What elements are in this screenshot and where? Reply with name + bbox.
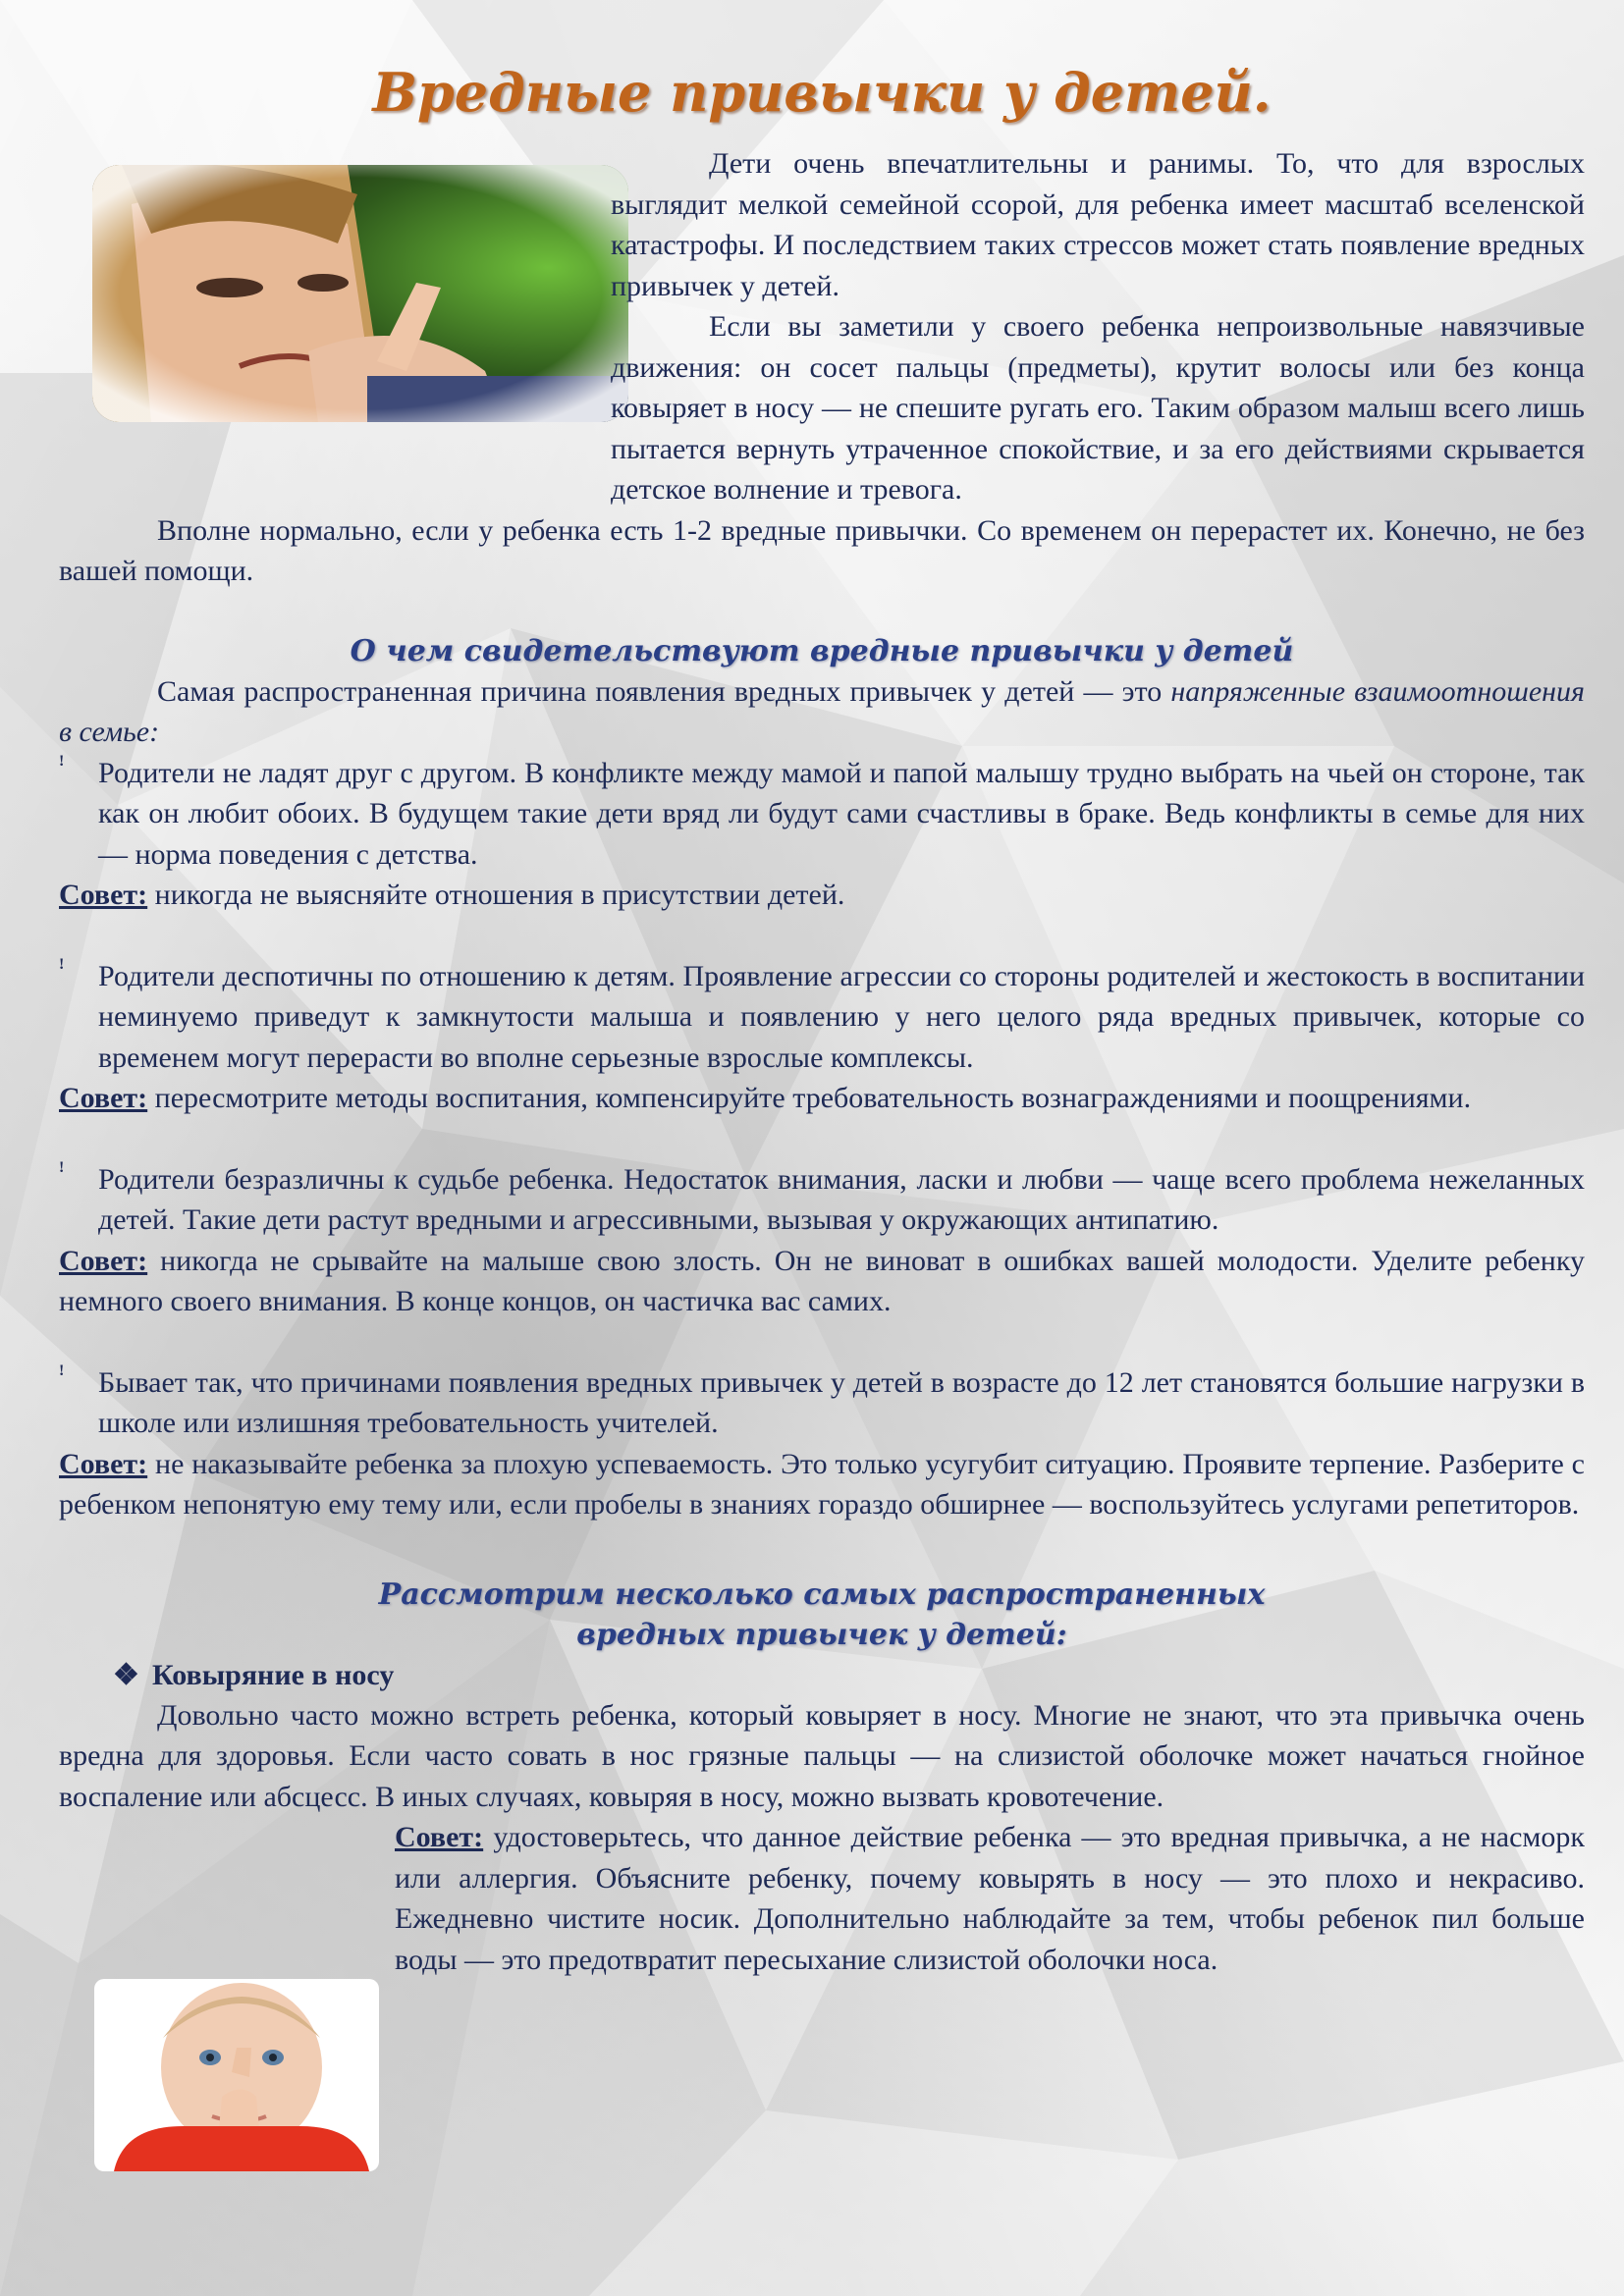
advice-paragraph: Совет: никогда не срывайте на малыше свою злость. Он не виноват в ошибках вашей молодости. Уделите ребенку немного своего внимания. В конце концов, он частичка вас самих. xyxy=(59,1244,1585,1317)
section-heading-1: О чем свидетельствуют вредные привычки у детей xyxy=(350,633,1294,668)
bullet-text: Бывает так, что причинами появления вредных привычек у детей в возрасте до 12 лет становятся большие нагрузки в школе или излишняя требовательность учителей. xyxy=(98,1365,1585,1439)
diamond-bullet-icon: ❖ xyxy=(113,1658,139,1691)
intro-text xyxy=(611,143,1585,306)
subsection-title: ❖ Ковыряние в носу xyxy=(59,1655,1585,1695)
advice-paragraph: Совет: не наказывайте ребенка за плохую успеваемость. Это только усугубит ситуацию. Проявите терпение. Разберите с ребенком непонятую ему тему или, если пробелы в знаниях гораздо обширнее — воспользуйтесь услугами репетиторов. xyxy=(59,1447,1585,1521)
bullet-text: Родители не ладят друг с другом. В конфликте между мамой и папой малышу трудно выбрать на чьей он стороне, так как он любит обоих. В будущем такие дети вряд ли будут сами счастливы в браке. Ведь конфликты в семье для них — норма поведения с детства. xyxy=(98,756,1585,871)
intro-paragraph-1: Дети очень впечатлительны и ранимы. То, что для взрослых выглядит мелкой семейной ссорой, для ребенка имеет масштаб вселенской катастрофы. И последствием таких стрессов может стать появление вредных привычек у детей. xyxy=(611,147,1585,302)
bullet-text: Родители безразличны к судьбе ребенка. Недостаток внимания, ласки и любви — чаще всего проблема нежеланных детей. Такие дети растут вредными и агрессивными, вызывая у окружающих антипатию. xyxy=(98,1162,1585,1236)
section1-lead: Самая распространенная причина появления вредных привычек у детей — это напряженные взаимоотношения в семье: xyxy=(59,674,1585,748)
intro-paragraph-3: Вполне нормально, если у ребенка есть 1-2 вредные привычки. Со временем он перерастет их. Конечно, не без вашей помощи. xyxy=(59,513,1585,587)
bullet-item: ! Родители не ладят друг с другом. В конфликте между мамой и папой малышу трудно выбрать на чьей он стороне, так как он любит обоих. В будущем такие дети вряд ли будут сами счастливы в браке. Ведь конфликты в семье для них — норма поведения с детства. xyxy=(59,753,1585,876)
bullet-text: Родители деспотичны по отношению к детям. Проявление агрессии со стороны родителей и жестокость в воспитании неминуемо приведут к замкнутости малыша и появлению у него целого ряда вредных привычек, которые со временем могут перерасти во вполне серьезные взрослые комплексы. xyxy=(98,959,1585,1074)
intro-paragraph-2: Если вы заметили у своего ребенка непроизвольные навязчивые движения: он сосет пальцы (предметы), крутит волосы или без конца ковыряет в носу — не спешите ругать его. Таким образом малыш всего лишь пытается вернуть утраченное спокойствие, и за его действиями скрывается детское волнение и тревога. xyxy=(611,310,1585,506)
section-heading-2-line-1: Рассмотрим несколько самых распространенных xyxy=(378,1576,1266,1612)
advice-paragraph: Совет: никогда не выясняйте отношения в присутствии детей. xyxy=(59,879,845,911)
nose-picking-paragraph: Довольно часто можно встреть ребенка, который ковыряет в носу. Многие не знают, что эта привычка очень вредна для здоровья. Если часто совать в нос грязные пальцы — на слизистой оболочке может начаться гнойное воспаление или абсцесс. В иных случаях, ковыряя в носу, можно вызвать кровотечение. xyxy=(59,1698,1585,1813)
nose-advice-paragraph: Совет: удостоверьтесь, что данное действие ребенка — это вредная привычка, а не насморк или аллергия. Объясните ребенку, почему ковырять в носу — это плохо и некрасиво. Ежедневно чистите носик. Дополнительно наблюдайте за тем, чтобы ребенок пил больше воды — это предотвратит пересыхание слизистой оболочки носа. xyxy=(395,1821,1585,1976)
child-picking-nose-image xyxy=(94,1979,379,2171)
advice-paragraph: Совет: пересмотрите методы воспитания, компенсируйте требовательность вознаграждениями и поощрениями. xyxy=(59,1082,1472,1114)
image-float-spacer xyxy=(59,306,611,483)
child-photo xyxy=(94,1979,379,2171)
bullet-item: ! Бывает так, что причинами появления вредных привычек у детей в возрасте до 12 лет становятся большие нагрузки в школе или излишняя требовательность учителей. xyxy=(59,1362,1585,1444)
child-image-spacer xyxy=(59,1817,395,1984)
bullet-item: ! Родители безразличны к судьбе ребенка. Недостаток внимания, ласки и любви — чаще всего проблема нежеланных детей. Такие дети растут вредными и агрессивными, вызывая у окружающих антипатию. xyxy=(59,1159,1585,1241)
page-title: Вредные привычки у детей. xyxy=(372,61,1272,124)
section-heading-2-line-2: вредных привычек у детей: xyxy=(576,1617,1067,1652)
bullet-item: ! Родители деспотичны по отношению к детям. Проявление агрессии со стороны родителей и жестокость в воспитании неминуемо приведут к замкнутости малыша и появлению у него целого ряда вредных привычек, которые со временем могут перерасти во вполне серьезные взрослые комплексы. xyxy=(59,956,1585,1079)
